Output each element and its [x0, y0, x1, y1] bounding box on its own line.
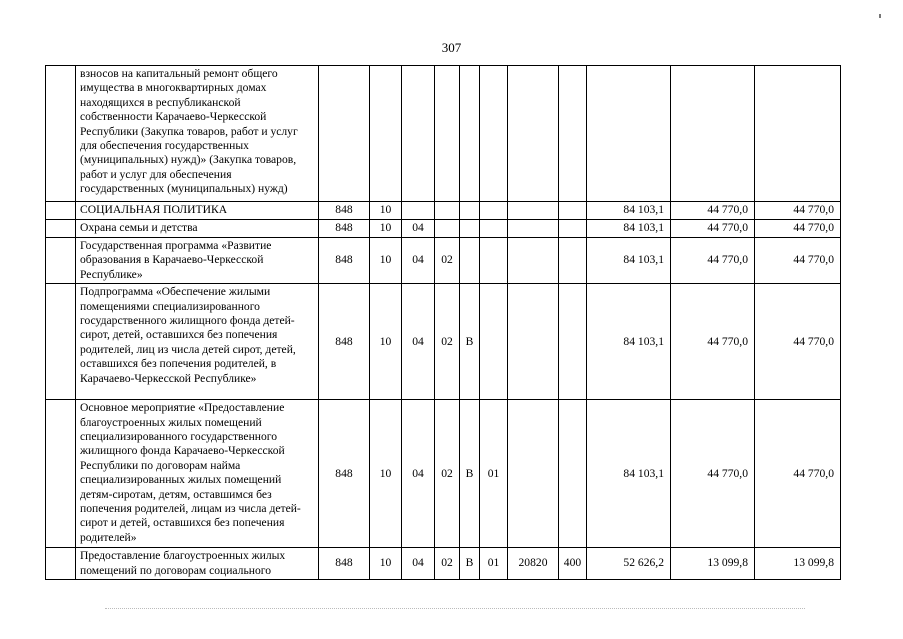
amount-year1-cell: 52 626,2 — [587, 548, 671, 580]
ministry-code-cell: 848 — [319, 284, 370, 400]
ministry-code-cell — [319, 66, 370, 202]
row-marker-cell — [46, 66, 76, 202]
direction-code-cell: 20820 — [508, 548, 559, 580]
subsection-code-cell — [402, 66, 435, 202]
section-code-cell: 10 — [370, 220, 402, 238]
amount-year1-cell — [587, 66, 671, 202]
description-cell: Подпрограмма «Обеспечение жилыми помещениями специализированного государственного жилищного фонда детей-сирот, детей, оставшихся без попечения родителей, лиц из числа детей сирот, детей, оставшихся без попечения родителей, в Карачаево-Черкесской Республике» — [76, 284, 319, 400]
program-code-cell — [435, 202, 460, 220]
direction-code-cell — [508, 284, 559, 400]
amount-year3-cell: 13 099,8 — [755, 548, 841, 580]
row-marker-cell — [46, 238, 76, 284]
table-row — [46, 548, 841, 580]
section-code-cell: 10 — [370, 548, 402, 580]
direction-code-cell — [508, 400, 559, 548]
amount-year2-cell: 44 770,0 — [671, 238, 755, 284]
page-number: 307 — [441, 40, 462, 55]
event-code-cell — [480, 220, 508, 238]
expense-type-cell: 400 — [559, 548, 587, 580]
amount-year1-cell: 84 103,1 — [587, 238, 671, 284]
row-marker-cell — [46, 284, 76, 400]
program-code-cell: 02 — [435, 400, 460, 548]
description-cell: Предоставление благоустроенных жилых помещений по договорам социального — [76, 548, 319, 580]
amount-year1-cell: 84 103,1 — [587, 284, 671, 400]
amount-year1-cell: 84 103,1 — [587, 400, 671, 548]
event-code-cell — [480, 66, 508, 202]
ministry-code-cell: 848 — [319, 220, 370, 238]
row-marker-cell — [46, 202, 76, 220]
subsection-code-cell: 04 — [402, 220, 435, 238]
table-row — [46, 202, 841, 220]
table-row — [46, 284, 841, 400]
amount-year3-cell: 44 770,0 — [755, 220, 841, 238]
expense-type-cell — [559, 238, 587, 284]
ministry-code-cell: 848 — [319, 202, 370, 220]
row-marker-cell — [46, 400, 76, 548]
row-marker-cell — [46, 548, 76, 580]
description-cell: Государственная программа «Развитие образования в Карачаево-Черкесской Республике» — [76, 238, 319, 284]
table-row — [46, 220, 841, 238]
subsection-code-cell: 04 — [402, 238, 435, 284]
ministry-code-cell: 848 — [319, 400, 370, 548]
table-row — [46, 66, 841, 202]
event-code-cell — [480, 284, 508, 400]
scan-mark — [879, 14, 881, 18]
budget-table — [45, 65, 841, 580]
direction-code-cell — [508, 66, 559, 202]
amount-year2-cell: 44 770,0 — [671, 400, 755, 548]
expense-type-cell — [559, 66, 587, 202]
section-code-cell — [370, 66, 402, 202]
subsection-code-cell: 04 — [402, 548, 435, 580]
section-code-cell: 10 — [370, 284, 402, 400]
description-cell: СОЦИАЛЬНАЯ ПОЛИТИКА — [76, 202, 319, 220]
amount-year3-cell — [755, 66, 841, 202]
section-code-cell: 10 — [370, 202, 402, 220]
amount-year1-cell: 84 103,1 — [587, 202, 671, 220]
subprogram-code-cell: В — [460, 400, 480, 548]
description-cell: взносов на капитальный ремонт общего имущества в многоквартирных домах находящихся в республиканской собственности Карачаево-Черкесской Республики (Закупка товаров, работ и услуг для обеспечения государственных (муниципальных) нужд)» (Закупка товаров, работ и услуг для обеспечения государственных (муниципальных) нужд) — [76, 66, 319, 202]
subprogram-code-cell — [460, 238, 480, 284]
amount-year1-cell: 84 103,1 — [587, 220, 671, 238]
event-code-cell: 01 — [480, 548, 508, 580]
amount-year3-cell: 44 770,0 — [755, 238, 841, 284]
description-cell: Охрана семьи и детства — [76, 220, 319, 238]
direction-code-cell — [508, 220, 559, 238]
amount-year2-cell: 44 770,0 — [671, 202, 755, 220]
subprogram-code-cell: В — [460, 284, 480, 400]
amount-year2-cell — [671, 66, 755, 202]
expense-type-cell — [559, 400, 587, 548]
amount-year2-cell: 13 099,8 — [671, 548, 755, 580]
expense-type-cell — [559, 202, 587, 220]
amount-year2-cell: 44 770,0 — [671, 220, 755, 238]
description-cell: Основное мероприятие «Предоставление благоустроенных жилых помещений специализированного государственного жилищного фонда Карачаево-Черкесской Республики по договорам найма специализированных жилых помещений детям-сиротам, детям, оставшимся без попечения родителей, лицам из числа детей-сирот и детей, оставшихся без попечения родителей» — [76, 400, 319, 548]
subprogram-code-cell: В — [460, 548, 480, 580]
subsection-code-cell: 04 — [402, 284, 435, 400]
expense-type-cell — [559, 284, 587, 400]
table-row — [46, 400, 841, 548]
program-code-cell: 02 — [435, 238, 460, 284]
direction-code-cell — [508, 202, 559, 220]
subsection-code-cell: 04 — [402, 400, 435, 548]
section-code-cell: 10 — [370, 238, 402, 284]
program-code-cell: 02 — [435, 548, 460, 580]
section-code-cell: 10 — [370, 400, 402, 548]
table-row — [46, 238, 841, 284]
subprogram-code-cell — [460, 220, 480, 238]
direction-code-cell — [508, 238, 559, 284]
ministry-code-cell: 848 — [319, 238, 370, 284]
program-code-cell — [435, 66, 460, 202]
program-code-cell — [435, 220, 460, 238]
event-code-cell: 01 — [480, 400, 508, 548]
program-code-cell: 02 — [435, 284, 460, 400]
scan-edge-line — [105, 608, 805, 610]
subprogram-code-cell — [460, 202, 480, 220]
expense-type-cell — [559, 220, 587, 238]
subsection-code-cell — [402, 202, 435, 220]
amount-year3-cell: 44 770,0 — [755, 284, 841, 400]
amount-year2-cell: 44 770,0 — [671, 284, 755, 400]
event-code-cell — [480, 202, 508, 220]
amount-year3-cell: 44 770,0 — [755, 202, 841, 220]
subprogram-code-cell — [460, 66, 480, 202]
ministry-code-cell: 848 — [319, 548, 370, 580]
row-marker-cell — [46, 220, 76, 238]
event-code-cell — [480, 238, 508, 284]
amount-year3-cell: 44 770,0 — [755, 400, 841, 548]
